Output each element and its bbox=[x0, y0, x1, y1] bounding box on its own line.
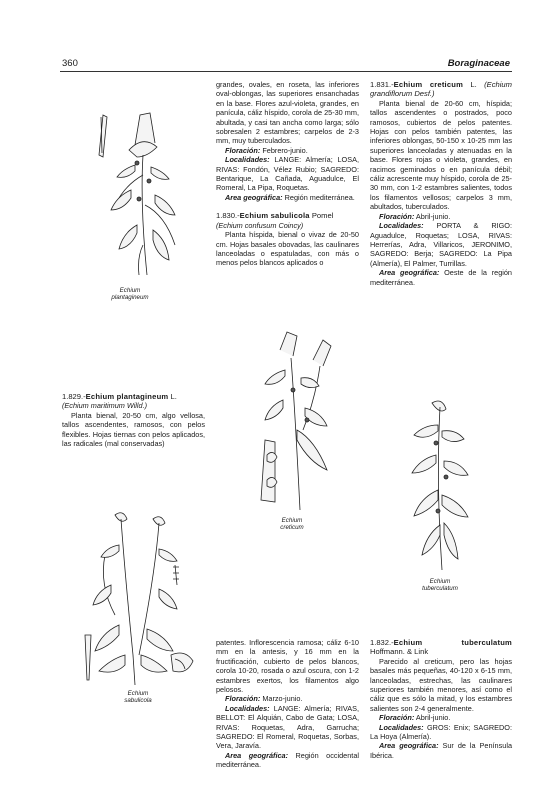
text-column-bottom-right bbox=[370, 638, 512, 760]
sabulicola-description: Planta híspida, bienal o vivaz de 20-50 cm. Hojas basales obovadas, las caulinares lanceoladas o espatuladas, con más o menos pelos blancos aplicados o bbox=[216, 230, 359, 268]
plantagineum-description: Planta bienal, 20-50 cm, algo vellosa, tallos ascendentes, ramosos, con pelos flexibles. Hojas tiernas con pelos aplicados, las radicales (mal conservadas) bbox=[62, 410, 205, 449]
plantagineum-localities: Localidades: LANGE: Almería; LOSA, RIVAS: Fondón, Vélez Rubio; SAGREDO: Bentarique, La Cañada, Aguadulce, El Romeral, La Pipa, Roquetas. bbox=[216, 155, 359, 193]
plantagineum-area: Area geográfica: Región mediterránea. bbox=[225, 192, 355, 202]
plantagineum-heading: 1.829.-Echium plantagineum L. bbox=[62, 392, 177, 401]
tuberculatum-heading: 1.832.-Echium tuberculatum Hoffmann. & Link bbox=[370, 638, 512, 657]
plantagineum-flowering: Floración: Febrero-junio. bbox=[225, 145, 308, 155]
sabulicola-flowering: Floración: Marzo-junio. bbox=[225, 694, 303, 704]
creticum-flowering: Floración: Abril-junio. bbox=[379, 211, 451, 221]
creticum-area: Area geográfica: Oeste de la región mediterránea. bbox=[370, 268, 512, 287]
family-title: Boraginaceae bbox=[447, 58, 510, 69]
caption-sabulicola: Echium sabulicola bbox=[124, 690, 152, 705]
plant-drawing-icon bbox=[99, 113, 175, 275]
sabulicola-localities: Localidades: LANGE: Almería; RIVAS, BELLOT: El Alquián, Cabo de Gata; LOSA, RIVAS: Roquetas, Adra, Garrucha; SAGREDO: El Romeral, Roquetas, Sorbas, Vera, Jaravía. bbox=[216, 703, 360, 751]
plantagineum-description-continued: grandes, ovales, en roseta, las inferiores oval-oblongas, las superiores ensanchadas en la base. Flores azul-violeta, grandes, en panícula, cáliz híspido, corola de 25-30 mm, abultada, y casi tan ancha como larga; sólo sobresalen 2 estambres; carpelos de 2-3 mm, muy tuberculados. bbox=[216, 80, 359, 146]
tuberculatum-flowering: Floración: Abril-junio. bbox=[379, 713, 451, 723]
text-column-bottom-middle bbox=[216, 638, 359, 770]
page-number: 360 bbox=[62, 58, 78, 69]
caption-tuberculatum: Echium tuberculatum bbox=[422, 578, 458, 593]
echium-tuberculatum-illustration bbox=[392, 395, 492, 575]
header-rule bbox=[60, 71, 512, 72]
echium-sabulicola-illustration bbox=[75, 505, 205, 690]
plant-drawing-icon bbox=[412, 401, 468, 570]
creticum-heading: 1.831.-Echium creticum L. (Echium grandiflorum Desf.) bbox=[370, 80, 512, 99]
sabulicola-description-continued: patentes. Inflorescencia ramosa; cáliz 6-10 mm en la antesis, y 16 mm en la fructificación, cubierto de pelos blancos, corola 10-20, rosada o azul oscura, con 1-2 estambres exertos, los filamentos algo pelosos. bbox=[216, 638, 359, 695]
caption-plantagineum: Echium plantagineum bbox=[111, 287, 149, 302]
creticum-localities: Localidades: PORTA & RIGO: Aguadulce, Roquetas; LOSA, RIVAS: Herrerías, Adra, Villaricos, JERONIMO, SAGREDO: Berja; SAGREDO: La Pipa (Almería), El Palmer, Turrillas. bbox=[370, 221, 512, 268]
plant-drawing-icon bbox=[85, 513, 193, 685]
text-column-top-middle bbox=[216, 80, 359, 268]
plant-drawing-icon bbox=[261, 332, 331, 510]
creticum-description: Planta bienal de 20-60 cm, híspida; tallos ascendentes o postrados, poco ramosos, cubiertos de pelos patentes. Hojas con pelos también patentes, las inferiores oblongas, 50-150 x 10-25 mm las superiores lanceoladas y atenuadas en la base. Flores rojas o violeta, grandes, en racimos geminados o en panícula débil; cáliz acrescente muy híspido, corola de 25-30 mm, con 1-2 estambres salientes, todos los filamentos vellosos; carpelos 3 mm, abultados, tuberculados. bbox=[370, 98, 512, 212]
echium-plantagineum-illustration bbox=[85, 95, 195, 285]
text-column-top-right bbox=[370, 80, 512, 287]
tuberculatum-description: Parecido al creticum, pero las hojas basales más pequeñas, 40-120 x 6-15 mm, lanceoladas, estrechas, las caulinares superiores también menores, así como el cáliz que es sólo la mitad, y los estambres salientes son 2-4 generalmente. bbox=[370, 656, 512, 713]
text-column-left-middle bbox=[62, 392, 205, 448]
sabulicola-heading: 1.830.-Echium sabulicola Pomel bbox=[216, 211, 334, 221]
sabulicola-synonym: (Echium confusum Coincy) bbox=[216, 220, 304, 230]
plantagineum-synonym: (Echium maritimum Willd.) bbox=[62, 401, 148, 411]
echium-creticum-illustration bbox=[245, 330, 350, 515]
tuberculatum-localities: Localidades: GROS: Enix; SAGREDO: La Hoya (Almería). bbox=[370, 722, 513, 742]
tuberculatum-area: Area geográfica: Sur de la Península Ibérica. bbox=[370, 741, 512, 760]
sabulicola-area: Area geográfica: Región occidental mediterránea. bbox=[216, 750, 359, 770]
caption-creticum: Echium creticum bbox=[280, 517, 304, 532]
